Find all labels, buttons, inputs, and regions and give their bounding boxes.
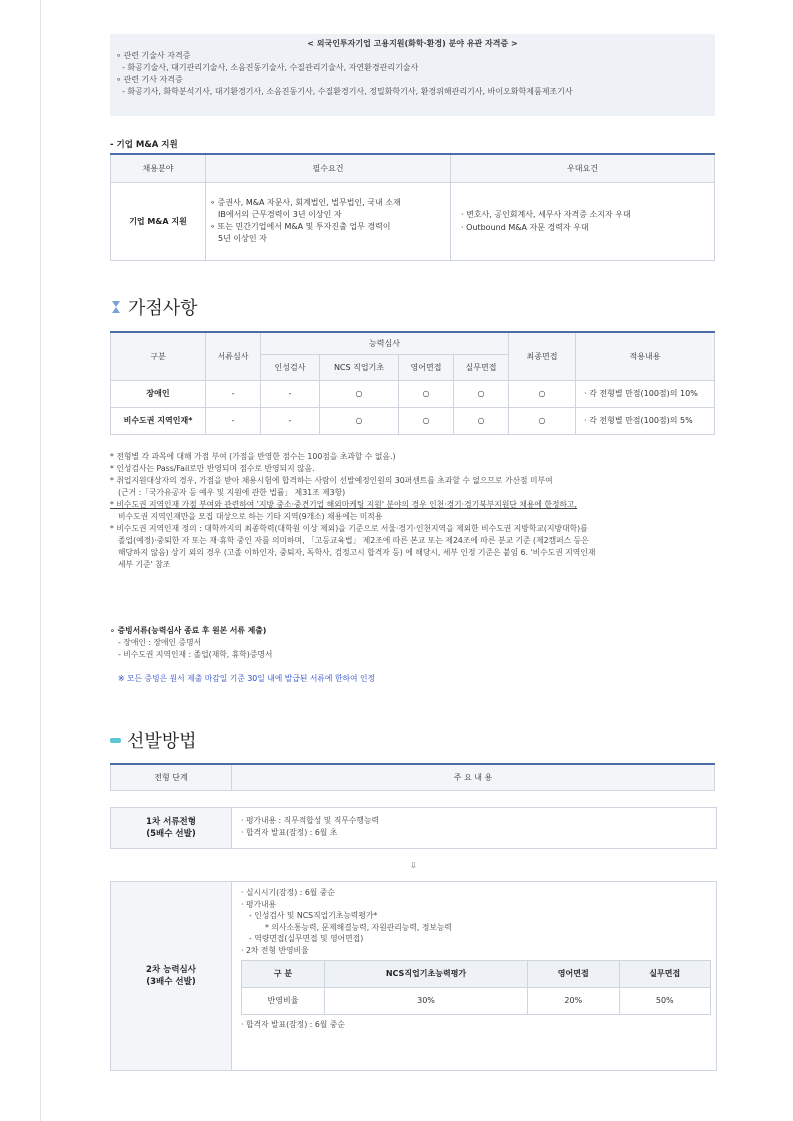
stage-2-line: - 역량면접(실무면접 및 영어면접) xyxy=(249,934,364,943)
ma-subtitle: - 기업 M&A 지원 xyxy=(110,140,178,150)
proof-title: ∘ 증빙서류(능력심사 종료 후 원본 서류 제출) xyxy=(110,626,267,635)
note-line: * 비수도권 지역인재 정의 : 대학까지의 최종학력(대학원 이상 제외)을 기준으로 서울·경기·인천지역을 제외한 비수도권 지방학교(지방대학)를 xyxy=(110,524,588,533)
stage-1-content xyxy=(241,815,379,838)
proof-item: - 비수도권 지역인재 : 졸업(재학, 휴학)증명서 xyxy=(118,650,273,659)
note-line: * 비수도권 지역인재 가점 부여와 관련하여 '지방 중소·중견기업 해외마케팅 지원' 분야의 경우 인천·경기·경기북부지원단 채용에 한정하고, xyxy=(110,500,578,509)
note-line: * 취업지원대상자의 경우, 가점을 받아 채용시험에 합격하는 사람이 선발예정인원의 30퍼센트를 초과할 수 없으므로 가산점 미부여 xyxy=(110,476,553,485)
bonus-cell: ○ xyxy=(399,380,454,407)
ma-preferred-line: · Outbound M&A 자문 경력자 우대 xyxy=(461,223,589,232)
note-line: 졸업(예정)·중퇴한 자 또는 재·휴학 중인 자를 의미하며, 「고등교육법」 제2조에 따른 본교 또는 제24조에 따른 분교 기준 (제2캠퍼스 등은 xyxy=(118,536,589,545)
cert-line: ∘ 관련 기사 자격증 xyxy=(116,75,183,84)
bonus-cell: - xyxy=(206,407,261,434)
stage-2-line: · 실시시기(잠정) : 6월 중순 xyxy=(241,888,335,897)
stage-1-subtitle: (5배수 선발) xyxy=(146,829,196,839)
bonus-header-ability: 능력심사 xyxy=(261,332,509,354)
table-row xyxy=(111,407,715,434)
ratio-cell: 반영비율 xyxy=(242,988,325,1015)
bonus-cell: ○ xyxy=(454,407,509,434)
ma-field: 기업 M&A 지원 xyxy=(111,182,206,260)
ma-table xyxy=(110,153,715,261)
ratio-cell: 20% xyxy=(528,988,620,1015)
left-margin-line xyxy=(40,0,41,1121)
bonus-header-apply: 적용내용 xyxy=(576,332,715,380)
bonus-notes xyxy=(110,451,715,571)
stage-2-line: · 2차 전형 반영비율 xyxy=(241,945,309,955)
bonus-header-doc: 서류심사 xyxy=(206,332,261,380)
ma-header-field: 채용분야 xyxy=(111,154,206,182)
bonus-section-heading xyxy=(110,294,198,320)
proof-note: ※ 모든 증빙은 원서 제출 마감일 기준 30일 내에 발급된 서류에 한하여 인정 xyxy=(118,674,376,683)
ma-header-required: 필수요건 xyxy=(206,154,451,182)
ma-required-line: 5년 이상인 자 xyxy=(218,234,267,243)
bonus-header-practical: 실무면접 xyxy=(454,354,509,380)
note-line: * 전형별 각 과목에 대해 가점 부여 (가점을 반영한 점수는 100점을 초과할 수 없음.) xyxy=(110,452,396,461)
table-row xyxy=(111,380,715,407)
cert-line: - 화공기사, 화학분석기사, 대기환경기사, 소음진동기사, 수질환경기사, 정밀화학기사, 환경위해관리기사, 바이오화학제품제조기사 xyxy=(122,87,573,96)
bonus-cell: ○ xyxy=(320,407,399,434)
bonus-cell-apply: · 각 전형별 만점(100점)의 10% xyxy=(576,380,715,407)
stage-1-box xyxy=(110,807,717,849)
ratio-header: 영어면접 xyxy=(528,961,620,988)
stage-2-line: · 평가내용 xyxy=(241,899,277,909)
bonus-cell: ○ xyxy=(399,407,454,434)
stage-2-line: - 인성검사 및 NCS직업기초능력평가* xyxy=(249,911,378,920)
bonus-cell-category: 비수도권 지역인재* xyxy=(111,407,206,434)
ma-required-line: IB에서의 근무경력이 3년 이상인 자 xyxy=(218,210,342,219)
table-row xyxy=(242,988,711,1015)
stage-2-title: 2차 능력심사 xyxy=(146,965,196,975)
bonus-section-title: 가점사항 xyxy=(128,298,198,319)
cert-line: - 화공기술사, 대기관리기술사, 소음진동기술사, 수질관리기술사, 자연환경관리기술사 xyxy=(122,63,419,72)
ratio-header: 실무면접 xyxy=(619,961,711,988)
stage-2-box xyxy=(110,881,717,1071)
selection-header-content: 주 요 내 용 xyxy=(232,764,715,790)
note-line: * 인성검사는 Pass/Fail로만 반영되며 점수로 반영되지 않음. xyxy=(110,464,315,473)
certificate-box-title: < 외국인투자기업 고용지원(화학·환경) 분야 유관 자격증 > xyxy=(307,39,518,48)
note-line: 세부 기준' 참조 xyxy=(118,560,171,569)
bonus-table xyxy=(110,331,715,435)
selection-header-table xyxy=(110,763,715,791)
ma-preferred xyxy=(451,182,715,260)
stage-1-line: · 평가내용 : 직무적합성 및 직무수행능력 xyxy=(241,816,380,825)
stage-1-label xyxy=(111,808,232,848)
selection-header-stage: 전형 단계 xyxy=(111,764,232,790)
stage-1-title: 1차 서류전형 xyxy=(146,817,196,827)
ma-required xyxy=(206,182,451,260)
bonus-cell: ○ xyxy=(320,380,399,407)
ma-header-preferred: 우대요건 xyxy=(451,154,715,182)
note-line: 비수도권 지역인재만을 모집 대상으로 하는 기타 지역(9개소) 채용에는 미적용 xyxy=(118,512,383,521)
bonus-cell: - xyxy=(261,380,320,407)
stage-2-label xyxy=(111,882,232,1070)
bonus-cell: ○ xyxy=(509,380,576,407)
bonus-header-category: 구분 xyxy=(111,332,206,380)
down-arrow-icon: ⇩ xyxy=(410,861,417,870)
bonus-header-english: 영어면접 xyxy=(399,354,454,380)
bonus-header-ncs: NCS 직업기초 xyxy=(320,354,399,380)
ma-required-line: ∘ 증권사, M&A 자문사, 회계법인, 법무법인, 국내 소재 xyxy=(210,198,401,207)
ratio-header: NCS직업기초능력평가 xyxy=(325,961,528,988)
proof-documents xyxy=(110,625,715,685)
note-line: (근거 :「국가유공자 등 예우 및 지원에 관한 법률」 제31조 제3항) xyxy=(118,488,346,497)
ratio-cell: 30% xyxy=(325,988,528,1015)
stage-2-line: * 의사소통능력, 문제해결능력, 자원관리능력, 정보능력 xyxy=(265,922,452,932)
stage-2-content xyxy=(241,887,711,1031)
stage-2-subtitle: (3배수 선발) xyxy=(146,977,196,987)
proof-item: - 장애인 : 장애인 증명서 xyxy=(118,638,202,647)
bonus-header-personality: 인성검사 xyxy=(261,354,320,380)
stage-2-line: · 합격자 발표(잠정) : 6월 중순 xyxy=(241,1020,345,1029)
bonus-cell-category: 장애인 xyxy=(111,380,206,407)
stage-1-line: · 합격자 발표(잠정) : 6월 초 xyxy=(241,827,338,837)
ma-required-line: ∘ 또는 민간기업에서 M&A 및 투자진출 업무 경력이 xyxy=(210,222,391,231)
selection-section-title: 선발방법 xyxy=(127,731,197,752)
bar-icon xyxy=(110,738,121,743)
bonus-cell: - xyxy=(261,407,320,434)
cert-line: ∘ 관련 기술사 자격증 xyxy=(116,51,191,60)
certificate-box xyxy=(110,34,715,116)
ratio-cell: 50% xyxy=(619,988,711,1015)
ma-preferred-line: · 변호사, 공인회계사, 세무사 자격증 소지자 우대 xyxy=(461,210,631,219)
bonus-cell-apply: · 각 전형별 만점(100점)의 5% xyxy=(576,407,715,434)
hourglass-icon xyxy=(110,300,122,314)
bonus-cell: ○ xyxy=(509,407,576,434)
selection-section-heading xyxy=(110,727,197,753)
ratio-header: 구 분 xyxy=(242,961,325,988)
bonus-cell: - xyxy=(206,380,261,407)
bonus-cell: ○ xyxy=(454,380,509,407)
note-line: 해당하지 않음) 상기 외의 경우 (고졸 이하인자, 중퇴자, 독학사, 검정고시 합격자 등) 에 해당시, 세부 인정 기준은 붙임 6. '비수도권 지역인재 xyxy=(118,548,596,557)
bonus-header-final: 최종면접 xyxy=(509,332,576,380)
ratio-table xyxy=(241,960,711,1015)
